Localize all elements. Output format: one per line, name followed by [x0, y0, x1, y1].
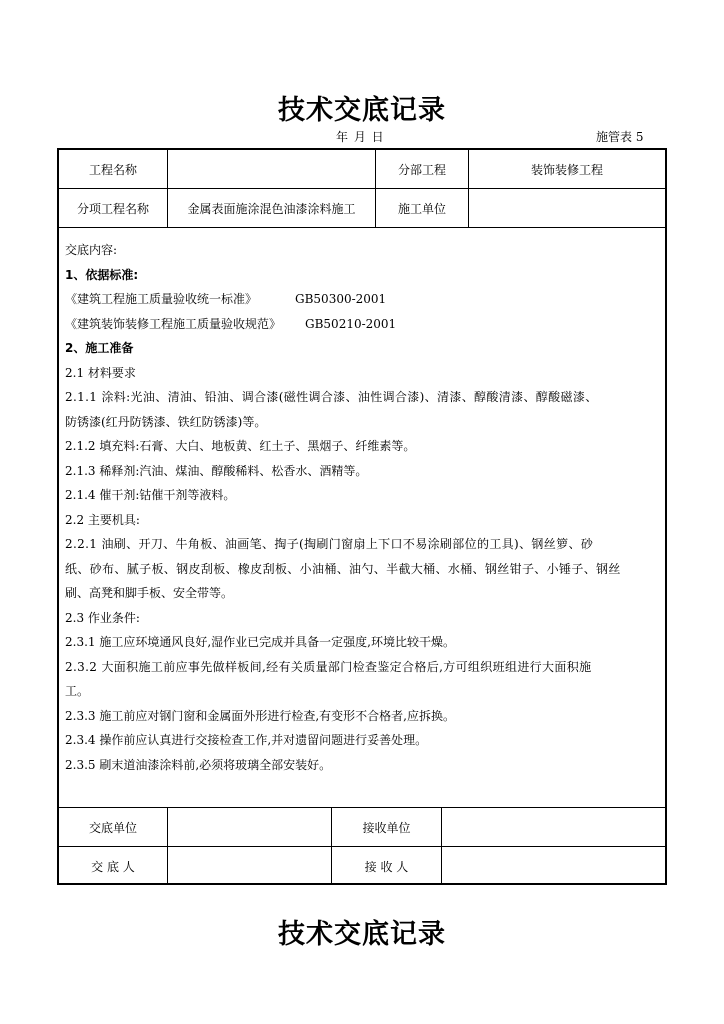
handover-content [65, 238, 661, 777]
paragraph-line: 2.2 主要机具: [65, 512, 140, 527]
standard-code: GB50300-2001 [295, 292, 387, 306]
division-value[interactable]: 装饰装修工程 [530, 162, 603, 177]
record-table [57, 148, 667, 885]
receiver-label: 接 收 人 [364, 859, 409, 874]
paragraph-line: 工。 [65, 684, 90, 698]
construction-unit-label: 施工单位 [397, 201, 446, 216]
date-label: 年 月 日 [336, 130, 385, 144]
sub-project-label: 分项工程名称 [76, 201, 149, 216]
standard-name: 《建筑工程施工质量验收统一标准》 [65, 292, 258, 306]
division-label: 分部工程 [397, 162, 446, 177]
construction-unit-value[interactable] [469, 189, 665, 227]
paragraph-line: 2.1.2 填充料:石膏、大白、地板黄、红土子、黑烟子、纤维素等。 [65, 439, 416, 453]
standard-code: GB50210-2001 [305, 316, 397, 331]
handover-person-label: 交 底 人 [91, 859, 135, 874]
paragraph-line: 2.3.4 操作前应认真进行交接检查工作,并对遗留问题进行妥善处理。 [65, 733, 428, 747]
paragraph-line: 2.2.1 油刷、开刀、牛角板、油画笔、掏子(掏刷门窗扇上下口不易涂刷部位的工具)、钢丝箩、砂 [65, 537, 594, 551]
receiving-unit-label: 接收单位 [362, 820, 411, 835]
paragraph-line: 2.3.3 施工前应对钢门窗和金属面外形进行检查,有变形不合格者,应拆换。 [65, 708, 455, 723]
page-title-repeat: 技术交底记录 [278, 919, 446, 950]
paragraph-line: 2.3.1 施工应环境通风良好,湿作业已完成并具备一定强度,环境比较干燥。 [65, 635, 455, 649]
content-label: 交底内容: [65, 243, 118, 257]
paragraph-line: 2.1.4 催干剂:钴催干剂等液料。 [65, 488, 236, 502]
paragraph-line: 2.1.3 稀释剂:汽油、煤油、醇酸稀料、松香水、酒精等。 [65, 463, 368, 478]
section-heading: 2、施工准备 [65, 341, 134, 355]
paragraph-line: 2.3.2 大面积施工前应事先做样板间,经有关质量部门检查鉴定合格后,方可组织班组进行大面积施 [65, 659, 592, 674]
sub-project-value[interactable]: 金属表面施涂混色油漆涂料施工 [187, 201, 356, 216]
standard-item [65, 287, 661, 312]
project-name-value[interactable] [168, 150, 375, 188]
paragraph-line: 刷、高凳和脚手板、安全带等。 [65, 586, 234, 600]
standard-name: 《建筑装饰装修工程施工质量验收规范》 [65, 316, 282, 331]
paragraph-line: 2.1.1 涂料:光油、清油、铅油、调合漆(磁性调合漆、油性调合漆)、清漆、醇酸清漆、醇酸磁漆、 [65, 390, 598, 404]
paragraph-line: 防锈漆(红丹防锈漆、铁红防锈漆)等。 [65, 414, 267, 429]
project-name-label: 工程名称 [88, 162, 137, 177]
standard-item [65, 312, 661, 337]
paragraph-line: 2.3.5 刷末道油漆涂料前,必须将玻璃全部安装好。 [65, 757, 332, 772]
receiver-value[interactable] [442, 847, 665, 885]
handover-unit-value[interactable] [168, 808, 331, 846]
section-heading: 1、依据标准: [65, 267, 139, 282]
handover-person-value[interactable] [168, 847, 331, 885]
paragraph-line: 纸、砂布、腻子板、钢皮刮板、橡皮刮板、小油桶、油勺、半截大桶、水桶、钢丝钳子、小锤子、钢丝 [65, 561, 621, 576]
page-title: 技术交底记录 [278, 95, 446, 126]
row-divider [59, 227, 665, 228]
receiving-unit-value[interactable] [442, 808, 665, 846]
form-number: 施管表 5 [596, 130, 644, 144]
paragraph-line: 2.3 作业条件: [65, 610, 140, 625]
paragraph-line: 2.1 材料要求 [65, 365, 136, 380]
handover-unit-label: 交底单位 [88, 820, 137, 835]
